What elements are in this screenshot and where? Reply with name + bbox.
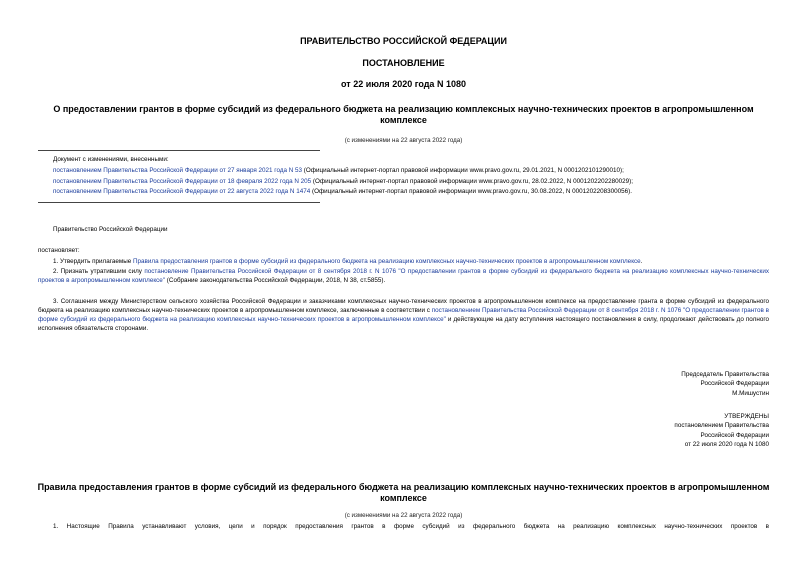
amendment-item <box>53 166 624 175</box>
agreement-resolution-link[interactable]: постановлением Правительства Российской Федерации от 8 сентября 2018 г. N 1076 "О предоставлении грантов в форме субсидий из федерального бюджета на реализацию комплексных научно-технических проектов в агропромышленном комплексе" <box>38 307 770 323</box>
amendment-link[interactable]: постановлением Правительства Российской Федерации от 22 августа 2022 года N 1474 <box>53 188 311 195</box>
approval-line: Российской Федерации <box>700 431 769 439</box>
resolves-label: постановляет: <box>38 247 80 254</box>
document-title <box>0 104 807 126</box>
document-date-number: от 22 июля 2020 года N 1080 <box>341 79 466 89</box>
amendment-link[interactable]: постановлением Правительства Российской Федерации от 18 февраля 2022 года N 205 <box>53 178 312 185</box>
approval-line: от 22 июля 2020 года N 1080 <box>684 440 769 448</box>
rules-link[interactable]: Правила предоставления грантов в форме субсидий из федерального бюджета на реализацию комплексных научно-технических проектов в агропромышленном комплексе <box>133 258 641 265</box>
amendment-item <box>53 187 632 196</box>
rules-changes-note: (с изменениями на 22 августа 2022 года) <box>344 512 463 519</box>
paragraph-3-prefix: 3. Соглашения между Министерством сельского хозяйства Российской Федерации и заказчиками комплексных научно-технических проектов в агропромышленном комплексе на предоставление гранта в форме субсидий из федерального бюджета на реализацию комплексных научно-технических проектов в агропромышленном комплексе, заключенные в соответствии с <box>38 298 769 314</box>
amendment-source: (Официальный интернет-портал правовой информации www.pravo.gov.ru, 28.02.2022, N 0001202202280029); <box>311 178 633 185</box>
changes-note: (с изменениями на 22 августа 2022 года) <box>344 137 463 144</box>
government-heading: ПРАВИТЕЛЬСТВО РОССИЙСКОЙ ФЕДЕРАЦИИ <box>300 36 507 46</box>
rules-title-line-2: комплексе <box>380 493 427 503</box>
signature-block <box>681 370 769 398</box>
amendment-item <box>53 177 633 186</box>
repealed-resolution-link[interactable]: постановление Правительства Российской Федерации от 8 сентября 2018 г. N 1076 "О предоставлении грантов в форме субсидий из федерального бюджета на реализацию комплексных научно-технических проектов в агропромышленном комплексе" <box>38 268 769 284</box>
amendments-bottom-divider <box>38 202 320 203</box>
paragraph-2 <box>38 267 769 285</box>
signature-line: Российской Федерации <box>700 380 769 388</box>
paragraph-1-prefix: 1. Утвердить прилагаемые <box>53 258 133 265</box>
paragraph-1-suffix: . <box>640 258 643 265</box>
approval-block <box>674 412 769 449</box>
amendment-source: (Официальный интернет-портал правовой информации www.pravo.gov.ru, 30.08.2022, N 0001202208300056). <box>310 188 633 195</box>
paragraph-1 <box>53 257 642 266</box>
rules-title <box>0 482 807 504</box>
amendment-link[interactable]: постановлением Правительства Российской Федерации от 27 января 2021 года N 53 <box>53 167 303 174</box>
paragraph-2-suffix: (Собрание законодательства Российской Федерации, 2018, N 38, ст.5855). <box>165 277 386 284</box>
signature-line: Председатель Правительства <box>681 371 769 378</box>
document-title-line-1: О предоставлении грантов в форме субсидий из федерального бюджета на реализацию комплексных научно-технических проектов в агропромышленном <box>53 104 754 114</box>
rules-paragraph-1: 1. Настоящие Правила устанавливают условия, цели и порядок предоставления грантов в форме субсидий из федерального бюджета на реализацию комплексных научно-технических проектов в <box>53 523 769 530</box>
paragraph-3-suffix: и действующие на дату вступления настоящего постановления в силу, продолжают действовать до полного исполнения обязательств сторонами. <box>38 316 769 332</box>
approval-line: УТВЕРЖДЕНЫ <box>724 413 769 420</box>
signature-line: М.Мишустин <box>732 389 769 397</box>
amendments-top-divider <box>38 150 320 151</box>
rules-title-line-1: Правила предоставления грантов в форме субсидий из федерального бюджета на реализацию комплексных научно-технических проектов в агропромышленном <box>37 482 770 492</box>
paragraph-3 <box>38 297 769 333</box>
approval-line: постановлением Правительства <box>674 422 769 430</box>
amendments-intro: Документ с изменениями, внесенными: <box>53 156 169 163</box>
issuing-authority: Правительство Российской Федерации <box>53 226 168 233</box>
paragraph-2-prefix: 2. Признать утратившим силу <box>53 268 145 275</box>
document-type-heading: ПОСТАНОВЛЕНИЕ <box>362 58 445 68</box>
document-title-line-2: комплексе <box>380 115 427 125</box>
amendment-source: (Официальный интернет-портал правовой информации www.pravo.gov.ru, 29.01.2021, N 0001202101290010); <box>302 167 624 174</box>
